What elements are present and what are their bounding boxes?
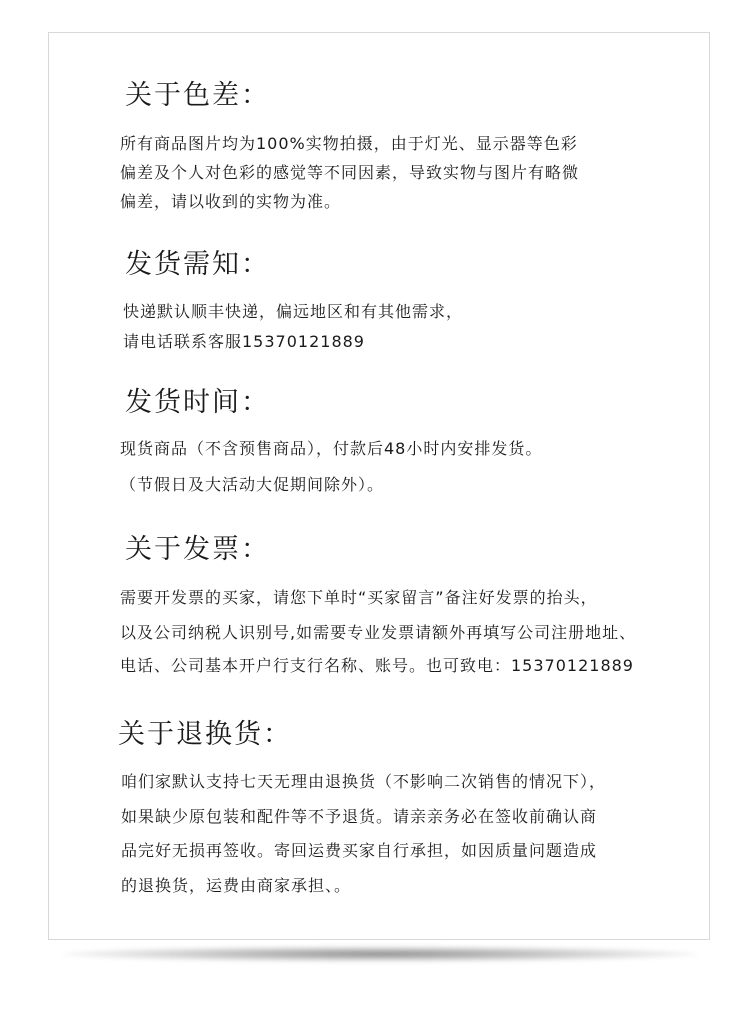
card-shadow (62, 946, 698, 962)
section-line: 现货商品（不含预售商品），付款后48小时内安排发货。 (120, 439, 543, 458)
section-title: 发货时间： (125, 387, 270, 418)
section-line: 需要开发票的买家，请您下单时“买家留言”备注好发票的抬头， (120, 588, 598, 607)
section-title: 关于发票： (125, 534, 270, 565)
section-line: 快递默认顺丰快递，偏远地区和有其他需求， (123, 302, 464, 321)
section-line: 偏差及个人对色彩的感觉等不同因素，导致实物与图片有略微 (120, 163, 580, 182)
section-line: 品完好无损再签收。寄回运费买家自行承担，如因质量问题造成 (121, 841, 598, 860)
notice-card (48, 32, 710, 940)
section-line: 以及公司纳税人识别号,如需要专业发票请额外再填写公司注册地址、 (120, 623, 637, 642)
section-line: 偏差，请以收到的实物为准。 (120, 192, 342, 211)
section-line: （节假日及大活动大促期间除外）。 (120, 475, 385, 494)
section-line: 如果缺少原包装和配件等不予退货。请亲亲务必在签收前确认商 (121, 807, 598, 826)
section-title: 关于退换货： (118, 719, 292, 750)
section-line: 的退换货，运费由商家承担、。 (121, 876, 352, 895)
section-line: 所有商品图片均为100%实物拍摄，由于灯光、显示器等色彩 (120, 134, 578, 153)
section-title: 发货需知： (125, 249, 270, 280)
section-line: 电话、公司基本开户行支行名称、账号。也可致电：15370121889 (120, 656, 634, 675)
section-line: 咱们家默认支持七天无理由退换货（不影响二次销售的情况下）， (121, 772, 607, 791)
section-line: 请电话联系客服15370121889 (123, 332, 365, 351)
section-title: 关于色差： (125, 80, 270, 111)
